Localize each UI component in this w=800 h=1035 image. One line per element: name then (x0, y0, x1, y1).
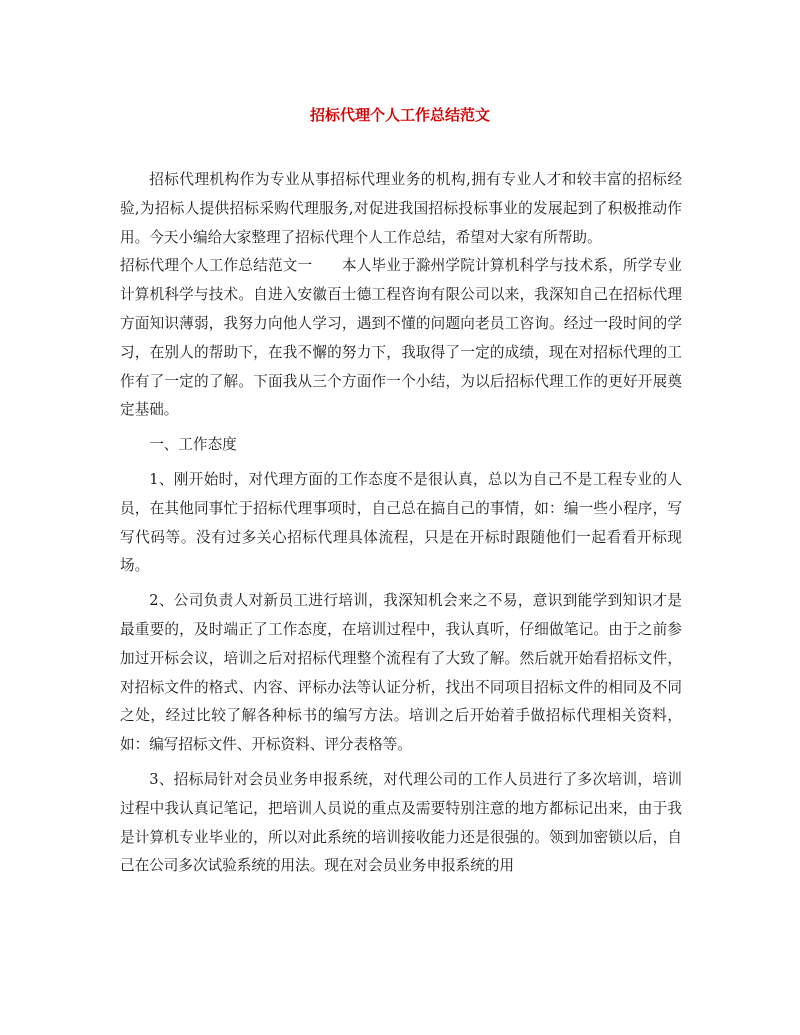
document-body (120, 166, 682, 881)
point-3-paragraph: 3、招标局针对会员业务申报系统，对代理公司的工作人员进行了多次培训，培训过程中我认真记笔记，把培训人员说的重点及需要特别注意的地方都标记出来，由于我是计算机专业毕业的，所以对此系统的培训接收能力还是很强的。领到加密锁以后，自己在公司多次试验系统的用法。现在对会员业务申报系统的用 (120, 770, 682, 875)
point-2-paragraph: 2、公司负责人对新员工进行培训，我深知机会来之不易，意识到能学到知识才是最重要的，及时端正了工作态度，在培训过程中，我认真听，仔细做笔记。由于之前参加过开标会议，培训之后对招标代理整个流程有了大致了解。然后就开始看招标文件，对招标文件的格式、内容、评标办法等认证分析，找出不同项目招标文件的相同及不同之处，经过比较了解各种标书的编写方法。培训之后开始着手做招标代理相关资料，如：编写招标文件、开标资料、评分表格等。 (120, 592, 682, 754)
section-heading-work-attitude: 一、工作态度 (149, 436, 237, 454)
document-title: 招标代理个人工作总结范文 (309, 106, 490, 124)
point-1-paragraph: 1、刚开始时，对代理方面的工作态度不是很认真，总以为自己不是工程专业的人员，在其他同事忙于招标代理事项时，自己总在搞自己的事情，如：编一些小程序，写写代码等。没有过多关心招标代理具体流程，只是在开标时跟随他们一起看看开标现场。 (120, 470, 682, 575)
intro-paragraph: 招标代理机构作为专业从事招标代理业务的机构,拥有专业人才和较丰富的招标经验,为招标人提供招标采购代理服务,对促进我国招标投标事业的发展起到了积极推动作用。今天小编给大家整理了招标代理个人工作总结，希望对大家有所帮助。 (120, 171, 682, 246)
sample-one-paragraph: 招标代理个人工作总结范文一 本人毕业于滁州学院计算机科学与技术系，所学专业计算机科学与技术。自进入安徽百士德工程咨询有限公司以来，我深知自己在招标代理方面知识薄弱，我努力向他人学习，遇到不懂的问题向老员工咨询。经过一段时间的学习，在别人的帮助下，在我不懈的努力下，我取得了一定的成绩，现在对招标代理的工作有了一定的了解。下面我从三个方面作一个小结，为以后招标代理工作的更好开展奠定基础。 (120, 257, 682, 419)
